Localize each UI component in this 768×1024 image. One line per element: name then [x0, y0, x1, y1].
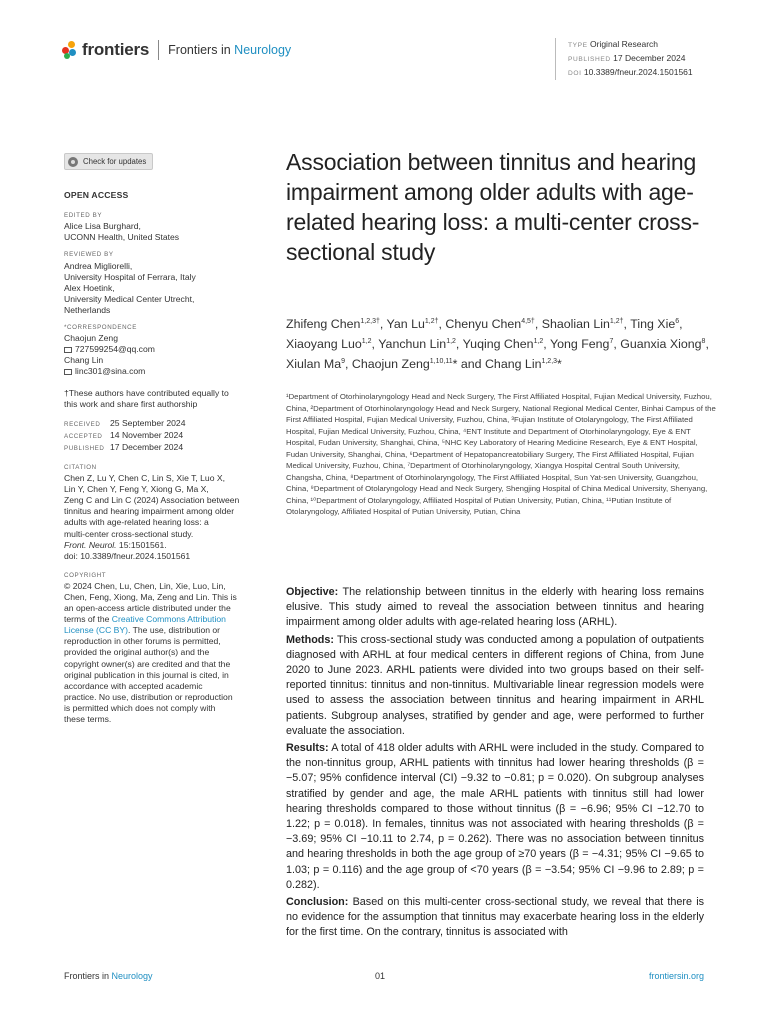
email-link[interactable]: linc301@sina.com — [64, 366, 274, 377]
abstract-methods: Methods: This cross-sectional study was conducted among a population of outpatients diagnosed with ARHL at four medical centers in different regions of China, from June 2020 to June 2023. ARHL patients were divided into two groups based on their self-reported tinnitus: tinnitus and non-tinnitus. Multivariable linear regression models were used to assess the association between tinnitus and hearing impairment in ARHL patients. Subgroup analyses, stratified by gender and age, were performed to further evaluate the association. — [286, 633, 704, 737]
author[interactable]: Chaojun Zeng$^{1,10,11}$* — [351, 357, 461, 372]
reviewed-by-block: REVIEWED BY Andrea Migliorelli, University Hospital of Ferrara, Italy Alex Hoetink, University Medical Center Utrecht, Netherlands — [64, 251, 196, 315]
frontiers-logo[interactable] — [62, 40, 291, 60]
author[interactable]: Yong Feng$^7$, — [549, 337, 621, 352]
author[interactable]: Yanchun Lin$^{1,2}$, — [378, 337, 463, 352]
abstract-results: Results: A total of 418 older adults with ARHL were included in the study. Compared to the non-tinnitus group, ARHL patients with tinnitus had lower hearing thresholds (β = −5.07; 95% confidence interval (CI) −9.32 to −0.81; p = 0.020). On subgroup analyses stratified by gender and age, the male ARHL patients with tinnitus still had lower hearing thresholds compared to those without tinnitus (β = −6.96; 95% CI −12.70 to 1.22; p = 0.018). In females, tinnitus was not associated with hearing thresholds (β = −3.69; 95% CI −10.11 to 2.74, p = 0.262). There was no association between tinnitus and hearing thresholds in both the age group of ≥70 years (β = −4.31; 95% CI −9.65 to 1.03; p = 0.116) and the age group of <70 years (β = −3.54; 95% CI −9.96 to 2.89; p = 0.282). — [286, 742, 704, 891]
doi-label: DOI — [568, 70, 582, 77]
email-link[interactable]: 727599254@qq.com — [64, 344, 274, 355]
author[interactable]: Ting Xie$^6$, — [630, 317, 683, 332]
citation-block: CITATION Chen Z, Lu Y, Chen C, Lin S, Xie T, Luo X, Lin Y, Chen Y, Feng Y, Xiong G, Ma X, Zeng C and Lin C (2024) Association between tinnitus and hearing impairment among older adults with age-related hearing loss: a multi-center cross-sectional study. Front. Neurol. 15:1501561. doi: 10.3389/fneur.2024.1501561 — [64, 462, 274, 562]
author[interactable]: Yan $Lu^{1,2\dagger}$, — [386, 317, 446, 332]
mail-icon — [64, 369, 72, 375]
affiliations: ¹Department of Otorhinolaryngology Head and Neck Surgery, The First Affiliated Hospital, Fujian Medical University, Fuzhou, China, ²Department of Otorhinolaryngology Head and Neck Surgery, National Regional Medical Center, Binhai Campus of the First Affiliated Hospital, Fujian Medical University, Fuzhou, China, ³Fujian Institute of Otolaryngology, The First Affiliated Hospital, Fujian Medical University, Fuzhou, China, ⁴ENT Institute and Department of Otorhinolaryngology, Eye & ENT Hospital, Fudan University, Shanghai, China, ⁵NHC Key Laboratory of Hearing Medicine Research, Eye & ENT Hospital, Fudan University, Shanghai, China, ⁶Department of Hepatopancreatobiliary Surgery, The First Affiliated Hospital, Fujian Medical University, Fuzhou, China, ⁷Department of Otorhinolaryngology, Xiangya Hospital Central South University, Changsha, China, ⁸Department of Otorhinolaryngology, The First Affiliated Hospital, Sun Yat-sen University, Guangzhou, China, ⁹Department of Otolaryngology Head and Neck Surgery, Shengjing Hospital of China Medical University, Shenyang, China, ¹⁰Department of Otolaryngology, Affiliated Hospital of Putian University, Putian, China, ¹¹Putian Institute of Otolaryngology, Affiliated Hospital of Putian University, Putian, China — [286, 392, 716, 517]
edited-by-block: EDITED BY Alice Lisa Burghard, UCONN Health, United States — [64, 212, 180, 243]
dates-block: RECEIVED 25 September 2024 ACCEPTED 14 November 2024 PUBLISHED 17 December 2024 — [64, 417, 186, 452]
published-label: PUBLISHED — [568, 56, 611, 63]
abstract-conclusion: Conclusion: Based on this multi-center cross-sectional study, we reveal that there is no evidence for the assumption that tinnitus may exacerbate hearing loss in the elderly for the first time. On the contrary, tinnitus is associated with — [286, 896, 704, 939]
brand-name: frontiers — [82, 40, 150, 59]
type-label: TYPE — [568, 42, 588, 49]
author[interactable]: Chenyu Chen$^{4,5\dagger}$, — [445, 317, 542, 332]
copyright-block: COPYRIGHT © 2024 Chen, Lu, Chen, Lin, Xie, Luo, Lin, Chen, Feng, Xiong, Ma, Zeng and Lin. This is an open-access article distributed under the terms of the Creative Commons Attribution License (CC BY). The use, distribution or reproduction in other forums is permitted, provided the original author(s) and the copyright owner(s) are credited and that the original publication in this journal is cited, in accordance with accepted academic practice. No use, distribution or reproduction is permitted which does not comply with these terms. — [64, 571, 237, 725]
author[interactable]: and Chang Lin$^{1,2,3}$* — [460, 357, 562, 372]
correspondence-block: *CORRESPONDENCE Chaojun Zeng 727599254@qq.com Chang Lin linc301@sina.com — [64, 322, 274, 377]
author[interactable]: Zhifeng Chen$^{1,2,3\dagger}$, — [286, 317, 387, 332]
footer-site-link[interactable]: frontiersin.org — [648, 971, 704, 981]
abstract-objective: Objective: The relationship between tinnitus in the elderly with hearing loss remains elusive. This study aimed to reveal the association between tinnitus and hearing impairment among older adults with age-related hearing loss (ARHL). — [286, 586, 704, 629]
check-updates-button[interactable]: Check for updates — [64, 153, 153, 170]
type-value: Original Research — [590, 39, 659, 49]
abstract — [286, 585, 704, 943]
author[interactable]: Xiaoyang Luo$^{1,2}$, — [286, 337, 379, 352]
published-value: 17 December 2024 — [613, 53, 686, 63]
author[interactable]: Guanxia Xiong$^8$, — [620, 337, 709, 352]
frontiers-logo-icon — [62, 41, 78, 59]
equal-contribution-note: †These authors have contributed equally to this work and share first authorship — [64, 387, 229, 409]
check-updates-icon — [68, 157, 78, 167]
journal-name[interactable]: Frontiers in Neurology — [168, 43, 292, 57]
article-title: Association between tinnitus and hearing impairment among older adults with age-related hearing loss: a multi-center cross-sectional study — [286, 149, 700, 265]
sidebar — [64, 153, 274, 731]
mail-icon — [64, 347, 72, 353]
author-list — [286, 313, 716, 373]
author[interactable]: Shaolian Lin$^{1,2\dagger}$, — [541, 317, 631, 332]
license-link[interactable]: Creative Commons Attribution — [111, 614, 226, 625]
author[interactable]: Xiulan Ma$^9$, — [286, 357, 352, 372]
license-link-cont[interactable]: License (CC BY) — [64, 625, 128, 636]
divider — [158, 40, 159, 60]
open-access-heading: OPEN ACCESS — [64, 190, 129, 201]
page-number: 01 — [375, 971, 386, 981]
citation-doi[interactable]: doi: 10.3389/fneur.2024.1501561 — [64, 550, 191, 561]
doi-value[interactable]: 10.3389/fneur.2024.1501561 — [583, 67, 693, 77]
article-meta — [555, 38, 693, 80]
author[interactable]: Yuqing Chen$^{1,2}$, — [462, 337, 550, 352]
footer-journal[interactable]: Frontiers in Neurology — [64, 971, 153, 981]
